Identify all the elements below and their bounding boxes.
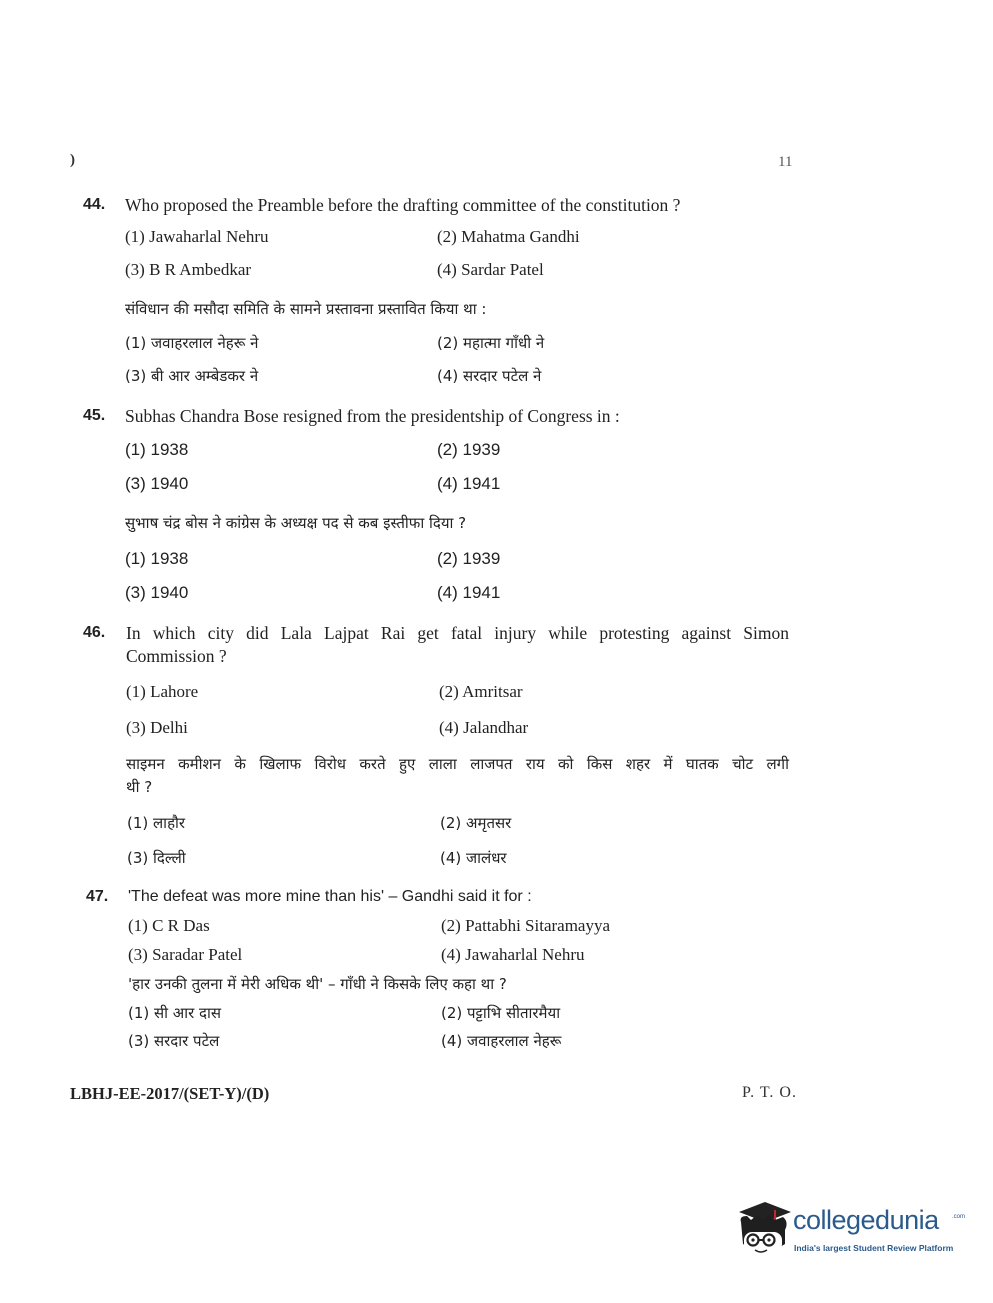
question-45-text-hi: सुभाष चंद्र बोस ने कांग्रेस के अध्यक्ष पद से कब इस्तीफा दिया ? (125, 514, 467, 532)
question-45-option-3-hi: (3) 1940 (125, 583, 189, 602)
question-45-option-1-en: (1) 1938 (125, 440, 189, 459)
question-45-option-1-hi: (1) 1938 (125, 549, 189, 568)
question-46-text-hi-line1: साइमन कमीशन के खिलाफ विरोध करते हुए लाला लाजपत राय को किस शहर में घातक चोट लगी (126, 755, 789, 773)
question-45-number: 45. (83, 407, 106, 424)
question-44-option-1-en: (1) Jawaharlal Nehru (125, 227, 269, 246)
question-46-text-en-line1: In which city did Lala Lajpat Rai get fatal injury while protesting against Simon (126, 623, 789, 643)
question-44-option-4-hi: (4) सरदार पटेल ने (437, 367, 542, 385)
question-47-text-en: 'The defeat was more mine than his' – Gandhi said it for : (128, 888, 532, 905)
question-45-option-4-en: (4) 1941 (437, 474, 501, 493)
question-46-option-4-en: (4) Jalandhar (439, 718, 529, 737)
question-45-option-4-hi: (4) 1941 (437, 583, 501, 602)
mascot-icon (735, 1200, 793, 1260)
question-47-option-2-en: (2) Pattabhi Sitaramayya (441, 916, 611, 935)
pto-label: P. T. O. (742, 1084, 797, 1101)
question-46-number: 46. (83, 624, 106, 641)
question-46-option-2-en: (2) Amritsar (439, 682, 523, 701)
question-44-option-4-en: (4) Sardar Patel (437, 260, 544, 279)
question-47-option-1-en: (1) C R Das (128, 916, 210, 935)
question-46-option-4-hi: (4) जालंधर (440, 849, 507, 867)
question-47-option-3-hi: (3) सरदार पटेल (128, 1032, 220, 1050)
question-47-number: 47. (86, 888, 109, 905)
question-46-text-hi-line2: थी ? (126, 778, 153, 796)
question-46-option-1-en: (1) Lahore (126, 682, 199, 701)
question-46-option-1-hi: (1) लाहौर (127, 814, 186, 832)
collegedunia-watermark (735, 1200, 965, 1260)
question-44-option-3-en: (3) B R Ambedkar (125, 260, 252, 279)
question-45-option-2-hi: (2) 1939 (437, 549, 501, 568)
question-44-text-en: Who proposed the Preamble before the drafting committee of the constitution ? (125, 195, 681, 215)
question-44-option-3-hi: (3) बी आर अम्बेडकर ने (125, 367, 259, 385)
corner-mark: ) (70, 152, 75, 168)
page-number: 11 (778, 154, 793, 170)
paper-code: LBHJ-EE-2017/(SET-Y)/(D) (70, 1084, 270, 1103)
question-44-option-2-en: (2) Mahatma Gandhi (437, 227, 580, 246)
question-47-text-hi: 'हार उनकी तुलना में मेरी अधिक थी' – गाँधी ने किसके लिए कहा था ? (128, 975, 507, 993)
question-47-option-4-hi: (4) जवाहरलाल नेहरू (441, 1032, 562, 1050)
question-47-option-1-hi: (1) सी आर दास (128, 1004, 222, 1022)
question-46-option-3-en: (3) Delhi (126, 718, 188, 737)
question-45-option-3-en: (3) 1940 (125, 474, 189, 493)
question-46-option-3-hi: (3) दिल्ली (127, 849, 186, 867)
question-47-option-2-hi: (2) पट्टाभि सीतारमैया (441, 1004, 561, 1022)
question-45-option-2-en: (2) 1939 (437, 440, 501, 459)
question-44-number: 44. (83, 196, 106, 213)
question-44-text-hi: संविधान की मसौदा समिति के सामने प्रस्तावना प्रस्तावित किया था : (125, 300, 487, 318)
question-46-text-en-line2: Commission ? (126, 646, 227, 666)
question-47-option-4-en: (4) Jawaharlal Nehru (441, 945, 585, 964)
question-46-option-2-hi: (2) अमृतसर (440, 814, 512, 832)
watermark-name: collegedunia (793, 1205, 939, 1235)
watermark-tagline: India's largest Student Review Platform (794, 1243, 954, 1253)
question-45-text-en: Subhas Chandra Bose resigned from the presidentship of Congress in : (125, 406, 620, 426)
question-47-option-3-en: (3) Saradar Patel (128, 945, 243, 964)
question-44-option-1-hi: (1) जवाहरलाल नेहरू ने (125, 334, 259, 352)
watermark-tld: .com (952, 1214, 966, 1220)
question-44-option-2-hi: (2) महात्मा गाँधी ने (437, 334, 545, 352)
